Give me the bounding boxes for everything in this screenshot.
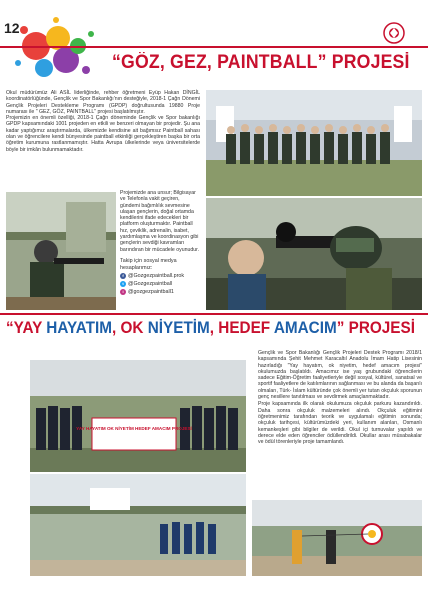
- banner-text: YAY HAYATIM OK NİYETİM HEDEF AMACIM PROJESİ: [76, 426, 192, 431]
- top-rule: [0, 46, 428, 48]
- section-rule: [0, 313, 428, 315]
- article1-paragraph: [6, 90, 200, 153]
- photo-masked-paintball-player: [206, 198, 422, 310]
- school-logo-icon: [383, 22, 405, 44]
- article2-paragraph-2: Proje kapsamında ilk olarak okulumuza okçuluk parkuru kazandırıldı. Daha sonra okçuluk malzemeleri alındı. Okçuluk eğitimini öğretmenimiz tarafından teorik ve uygulamalı eğitimin sonunda; okçuluk tarihçesi, kültürümüzdeki yeri, kullanım alanları, Osmanlı kemankeşleri gibi bilgiler de verildi. Okul içi turnuvalar yapıldı ve derece elde eden öğrenciler ödüllendirildi. Okullar arası müsabakalar ve ödül törenleriyle proje tamamlandı.: [258, 401, 422, 446]
- article1-paragraph-2: Projemizin en önemli özelliği, 2018-1 Çağrı döneminde Gençlik ve Spor bakanlığı GPDP kapsamındaki 1001 projeden en etkili ve benzeri olmayan bir projedir. Şu ana kadar yaptığımız araştırmalarda, ülkemizde kendisine ait bağımsız Paintball sahası olan ve öğrencilere kendi bünyesinde paintball etkinliği gerçekleştiren başka bir orta öğretim kurumuna rastlanmamıştır. Hatta Avrupa ülkelerinde veya üniversitelerde böyle bir imkân bulunmamaktadır.: [6, 115, 200, 153]
- photo-group-with-banner: [30, 360, 246, 472]
- social-handle: @Gozgezpaintball: [128, 280, 173, 287]
- article1-paragraph-3: Projemizde ana unsur; Bilgisayar ve Telefonla vakit geçiren, gündemi bağımlılık sevmesine ulaşan gençlerin, doğal ortamda kendilerini ifade edecekleri bir platform oluşturmaktır. Paintball hız, çeviklik, adrenalin, isabet, yardımlaşma ve koordinasyon gibi gençlerin sevdiği kavramları barındıran bir mücadele oyunudur.: [120, 190, 200, 253]
- instagram-icon: i: [120, 289, 126, 295]
- paint-splat-decoration: [6, 8, 101, 88]
- social-intro: Takip için sosyal medya hesaplarımız:: [120, 258, 177, 271]
- social-row-instagram[interactable]: [120, 289, 206, 296]
- page-number: 12: [4, 20, 20, 36]
- facebook-icon: f: [120, 273, 126, 279]
- social-row-twitter[interactable]: [120, 281, 206, 288]
- social-row-facebook[interactable]: [120, 273, 206, 280]
- photo-archery-range-line: [30, 474, 246, 576]
- twitter-icon: t: [120, 281, 126, 287]
- article2-paragraph-1: Gençlik ve Spor Bakanlığı Gençlik Projeleri Destek Programı 2018/1 kapsamında Şehit Mehmet Karacaltıl Anadolu İmam Hatip Lisesinin hazırladığı "Yay hayatım, ok niyetim, hedef amacım projesi" okulumuzda başlatıldı. Amacımız ise yaş grubundaki öğrencilerin sadece Eğitim-Öğretim faaliyetleriyle değil sosyal, kültürel, sanatsal ve sportif faaliyetlere de katılımlarının sağlanması ve bu alanda da başarılı olmaları, Türk- İslam kültüründe çok önemli yer tutan okçuluk sporunun genç nesillere tanıtılması ve sevdirmek amaçlanmaktadır.: [258, 350, 422, 401]
- photo-archer-aiming: [252, 500, 422, 576]
- social-handle: @gozgezpaintball1: [128, 288, 174, 295]
- photo-group-paintball-field: [206, 90, 422, 196]
- article2-text: [258, 350, 422, 445]
- article2-title: “YAY HAYATIM, OK NİYETİM, HEDEF AMACIM” PROJESİ: [6, 318, 415, 337]
- article1-title: “GÖZ, GEZ, PAINTBALL” PROJESİ: [112, 52, 410, 73]
- social-media-block: [120, 258, 206, 295]
- photo-student-with-paintball-gun: [6, 192, 116, 310]
- article1-paragraph-1: Okul müdürümüz Ali ASİL liderliğinde, rehber öğretmeni Eyüp Hakan DİNGİL koordinatörlüğünde, Gençlik ve Spor Bakanlığı'nın desteğiyle, 2018-1 Çağrı Dönemi Gençlik Projeleri Destekleme Programı (GPDP) doğrultusunda 19880 Proje numarası ile " GEZ, GÖZ, PAINTBALL" projesi başlatılmıştır.: [6, 90, 200, 115]
- social-handle: @Gozgezpaintball.prok: [128, 272, 185, 279]
